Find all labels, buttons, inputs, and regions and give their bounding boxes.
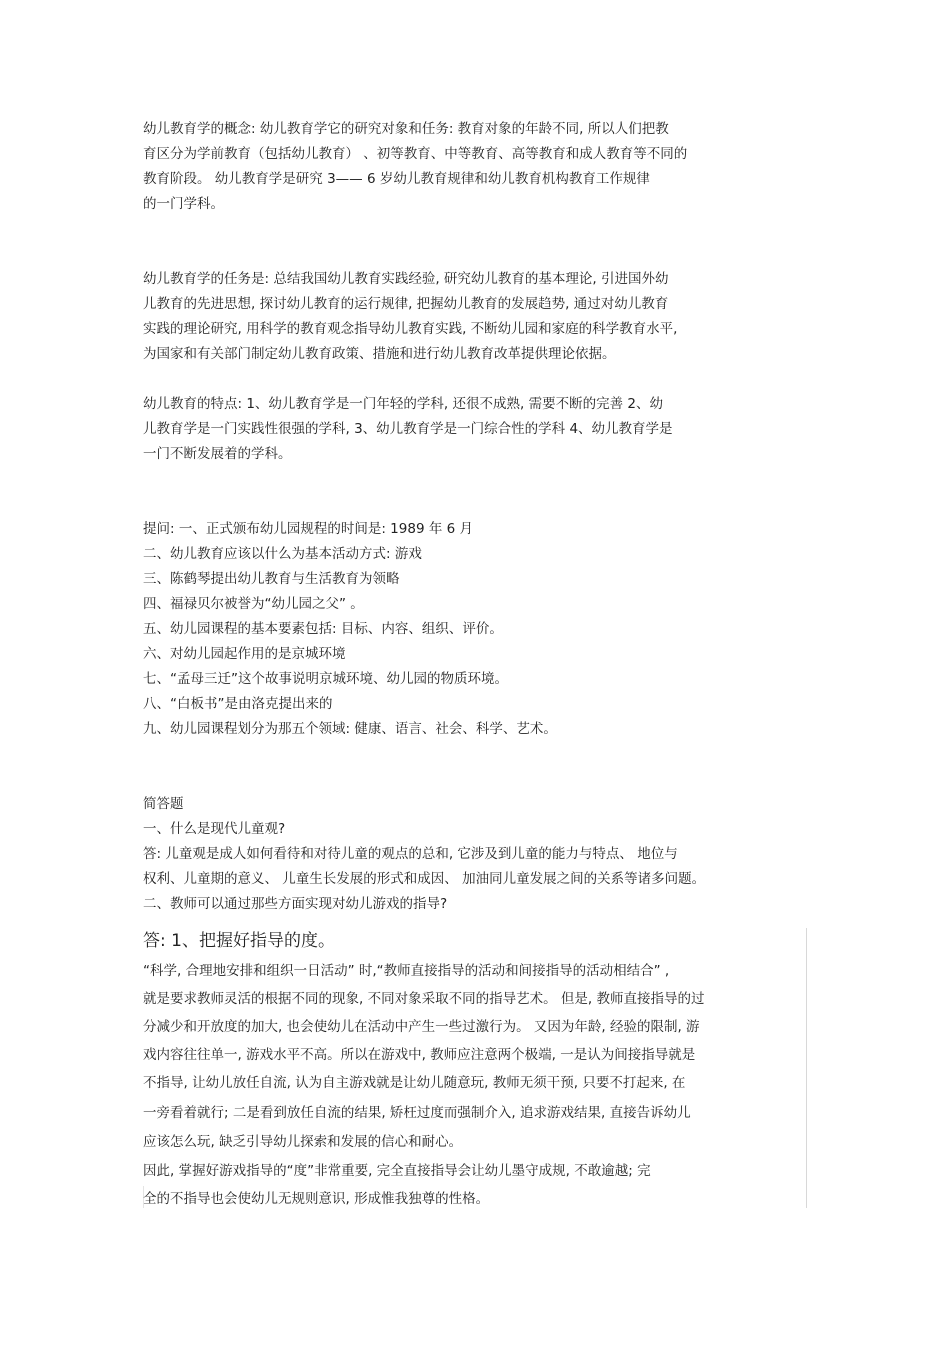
tasks-line-1: 幼儿教育学的任务是: 总结我国幼儿教育实践经验, 研究幼儿教育的基本理论, 引进国外幼 <box>143 271 669 287</box>
question-1: 提问: 一、正式颁布幼儿园规程的时间是: 1989 年 6 月 <box>143 521 473 537</box>
answer-body-line-2: 就是要求教师灵活的根据不同的现象, 不同对象采取不同的指导艺术。 但是, 教师直接指导的过 <box>143 991 705 1007</box>
short-answer-q2: 二、教师可以通过那些方面实现对幼儿游戏的指导? <box>143 896 448 912</box>
answer-body-line-4: 戏内容往往单一, 游戏水平不高。所以在游戏中, 教师应注意两个极端, 一是认为间接指导就是 <box>143 1047 696 1063</box>
question-4: 四、福禄贝尔被誉为“幼儿园之父” 。 <box>143 596 364 612</box>
answer-body-line-9: 全的不指导也会使幼儿无规则意识, 形成惟我独尊的性格。 <box>143 1191 490 1207</box>
features-line-2: 儿教育学是一门实践性很强的学科, 3、幼儿教育学是一门综合性的学科 4、幼儿教育学是 <box>143 421 673 437</box>
question-3: 三、陈鹤琴提出幼儿教育与生活教育为领略 <box>143 571 400 587</box>
short-answer-a1-line-1: 答: 儿童观是成人如何看待和对待儿童的观点的总和, 它涉及到儿童的能力与特点、 地位与 <box>143 846 678 862</box>
tasks-line-2: 儿教育的先进思想, 探讨幼儿教育的运行规律, 把握幼儿教育的发展趋势, 通过对幼儿教育 <box>143 296 669 312</box>
question-9: 九、幼儿园课程划分为那五个领域: 健康、语言、社会、科学、艺术。 <box>143 721 557 737</box>
concept-line-4: 的一门学科。 <box>143 196 224 212</box>
answer-heading: 答: 1、把握好指导的度。 <box>143 931 335 951</box>
short-answer-title: 简答题 <box>143 796 184 812</box>
concept-line-3: 教育阶段。 幼儿教育学是研究 3—— 6 岁幼儿教育规律和幼儿教育机构教育工作规律 <box>143 171 650 187</box>
answer-body-line-5: 不指导, 让幼儿放任自流, 认为自主游戏就是让幼儿随意玩, 教师无须干预, 只要不打起来, 在 <box>143 1075 686 1091</box>
answer-body-line-8: 因此, 掌握好游戏指导的“度”非常重要, 完全直接指导会让幼儿墨守成规, 不敢逾越; 完 <box>143 1163 651 1179</box>
answer-body-line-6: 一旁看着就行; 二是看到放任自流的结果, 矫枉过度而强制介入, 追求游戏结果, 直接告诉幼儿 <box>143 1105 691 1121</box>
answer-body-line-3: 分减少和开放度的加大, 也会使幼儿在活动中产生一些过激行为。 又因为年龄, 经验的限制, 游 <box>143 1019 700 1035</box>
features-line-1: 幼儿教育的特点: 1、幼儿教育学是一门年轻的学科, 还很不成熟, 需要不断的完善 2、幼 <box>143 396 663 412</box>
question-2: 二、幼儿教育应该以什么为基本活动方式: 游戏 <box>143 546 422 562</box>
answer-body-line-7: 应该怎么玩, 缺乏引导幼儿探索和发展的信心和耐心。 <box>143 1134 463 1150</box>
answer-body-line-1: “科学, 合理地安排和组织一日活动” 时,“教师直接指导的活动和间接指导的活动相结合” , <box>143 963 670 979</box>
features-line-3: 一门不断发展着的学科。 <box>143 446 292 462</box>
tasks-line-3: 实践的理论研究, 用科学的教育观念指导幼儿教育实践, 不断幼儿园和家庭的科学教育水平, <box>143 321 678 337</box>
tasks-line-4: 为国家和有关部门制定幼儿教育政策、措施和进行幼儿教育改革提供理论依据。 <box>143 346 616 362</box>
question-5: 五、幼儿园课程的基本要素包括: 目标、内容、组织、评价。 <box>143 621 503 637</box>
short-answer-q1: 一、什么是现代儿童观? <box>143 821 286 837</box>
question-7: 七、“孟母三迁”这个故事说明京城环境、幼儿园的物质环境。 <box>143 671 508 687</box>
question-8: 八、“白板书”是由洛克提出来的 <box>143 696 333 712</box>
concept-line-2: 育区分为学前教育（包括幼儿教育） 、初等教育、中等教育、高等教育和成人教育等不同的 <box>143 146 688 162</box>
short-answer-a1-line-2: 权利、儿童期的意义、 儿童生长发展的形式和成因、 加油同儿童发展之间的关系等诸多问题。 <box>143 871 706 887</box>
concept-line-1: 幼儿教育学的概念: 幼儿教育学它的研究对象和任务: 教育对象的年龄不同, 所以人们把教 <box>143 121 669 137</box>
question-6: 六、对幼儿园起作用的是京城环境 <box>143 646 346 662</box>
